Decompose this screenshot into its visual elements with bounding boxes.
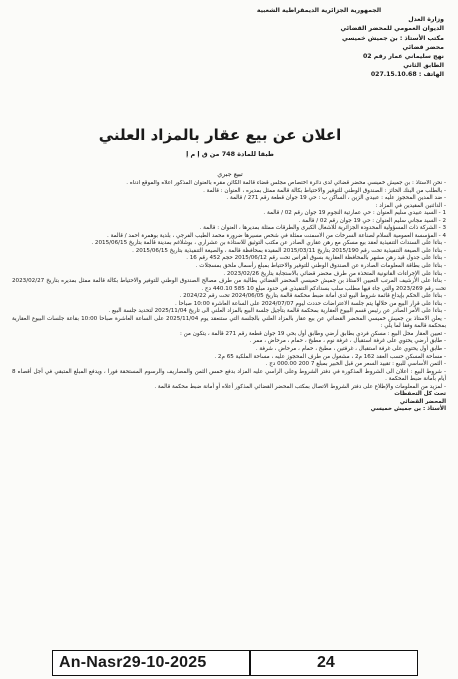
body-paragraph: - بناءا على الحكم بإيداع قائمة شروط البيع لدى أمانة ضبط محكمة قالمة بتاريخ 2024/06/05 تحت رقم 2024/22 .	[179, 293, 446, 300]
signature-line: المحضر القضائي	[399, 398, 446, 405]
body-paragraph: - شروط البيع : اعلان الى الشروط المذكورة في دفتر الشروط وعلى الراسي عليه المزاد بدفع خمس الثمن والمصاريف والرسوم المستحقة فورا ، ويدفع المبلغ المتبقي في أجل أقصاه 8 أيام بأمانة ضبط المحكمة .	[12, 368, 446, 383]
body-paragraph: - بناءا على قرار البيع من خلالها يتم جلسة الاعتراضات حددت ليوم 2024/07/07 على الساعة العاشرة 10:00 صباحا .	[175, 300, 446, 307]
body-paragraph: - ضد المدين المحجوز عليه : عبيدي الزين ، الساكن ب : حي 19 جوان قطعة رقم 271 / قالمة .	[226, 195, 446, 202]
body-paragraph: - بناءا على الأرشيف المرتب التعيين الاستاذ بن جميش خميسي المحضر القضائي بطالبة من طرف مصالح الصندوق الوطني للتوفير والاحتياط بكالة قالمة ممثل بمديره بتاريخ 2023/02/27 تحت رقم 2023/269 والتي جاء فيها مطلب سلب بسدادكم التنفيذي في حدود مبلغ 10 585 440.10 دج .	[12, 278, 446, 292]
header-line: الهاتف : 027.15.10.68	[370, 71, 444, 79]
body-paragraph: 3 - الشركة ذات المسؤولية المحدودة الجزائرية للاشغال الكبرى والطرقات ممثلة بمديرها ، العنوان : قالمة .	[199, 225, 446, 232]
header-line: الجمهورية الجزائرية الديمقراطية الشعبية	[256, 7, 382, 14]
header-line: مكتب الأستاذ : بن جميش خميسي	[341, 34, 444, 42]
body-paragraph: - بناءا على بطاقة المعلومات الصادرة عن الصندوق الوطني للتوفير والاحتياط بمبلغ رأسمال ملحق بمسجلات .	[195, 263, 446, 270]
header-line: وزارة العدل	[408, 16, 444, 24]
body-paragraph: - تعيين العقار محل البيع : مسكن فردي بطابق أرضي وطابق أول بحي 19 جوان قطعة رقم 271 قالمة ، يتكون من :	[180, 330, 446, 337]
page-footer	[52, 650, 418, 676]
body-paragraph: - بناءا على جدول قيد رهن مشهر بالمحافظة العقارية بسوق أهراس تحت رقم 2015/06/12 حجم 452 رقم 16 .	[186, 255, 446, 262]
body-paragraph: - طابق أول يحتوي على غرفة استقبال ، غرفتين ، مطبخ ، حمام ، مرحاض ، شرفة .	[255, 346, 446, 353]
body-paragraph: - بناءا على الصيغة التنفيذية تحت رقم 2015/190 بتاريخ 2015/03/11 المقيدة بمحافظة قالمة ، والصيغة التنفيذية بتاريخ 2015/06/15 .	[132, 247, 446, 254]
signature-line: تحت كل التحفظات	[394, 391, 446, 398]
bailiff-header	[194, 6, 444, 80]
body-paragraph: - الثمن الأساسي للبيع : تقييد السعر من قبل الخبير بمبلغ 7 200 000.00 دج .	[265, 361, 446, 368]
body-paragraph: - الدائنين المقيدين في المزاد :	[375, 202, 446, 209]
announcement-title: اعلان عن بيع عقار بالمزاد العلني	[98, 126, 342, 144]
announcement-subtitle: طبقا للمادة 748 من ق إ م إ	[186, 150, 274, 158]
newspaper-date-label: An-Nasr29-10-2025	[59, 654, 207, 671]
body-paragraph: 4 - المؤسسة العمومية السلام لصناعة السرخات من الاسمنت ممثلة في شخص مسيرها ضرورة محمد الطيب الفرجي ، بلدية بوهمرة احمد / قالمة .	[107, 232, 446, 239]
body-paragraph: - يعلن الاستاذ بن جميش خميسي المحضر القضائي عن بيع عقار بالمزاد العلني بالجلسة التي ستنعقد يوم 2025/11/04 على الساعة العاشرة صباحا 10:00 بقاعة جلسات البيوع العقارية بمحكمة قالمة وفقا لما يلي :	[12, 315, 446, 330]
sale-type: تبيع جبري	[217, 170, 243, 178]
header-line: الطابق الثاني	[403, 62, 444, 70]
body-paragraph: - بناءا على الإجراءات القانونية المتخذة من طرف محضر قضائي بالاستجابة بتاريخ 2023/02/26 .	[223, 270, 446, 277]
body-paragraph: - نحن الأستاذ : بن جميش خميسي محضر قضائي لدى دائرة اختصاص مجلس قضاء قالمة الكائن مقره بالعنوان المذكور أعلاه والموقع أدناه .	[126, 180, 446, 186]
body-paragraph: - مساحة المسكن حسب العقد 162 م2 ، مشغول من طرف المحجوز عليه ، مساحة الملكية 65 م2 .	[214, 353, 446, 360]
body-paragraph: - بناءا على الأمر الصادر عن رئيس قسم البيوع العقارية بمحكمة قالمة بتأجيل جلسة البيع بالمزاد العلني الى تاريخ 2025/11/04 لتحديد جلسة البيع .	[108, 308, 446, 315]
body-paragraph: - بالطلب من البنك الحائز : الصندوق الوطني للتوفير والاحتياط بكالة قالمة ممثل بمديره ، العنوان : قالمة .	[203, 187, 446, 194]
body-paragraph: - لمزيد من المعلومات والإطلاع على دفتر الشروط الاتصال بمكتب المحضر القضائي المذكور أعلاه أو أمانة ضبط محكمة قالمة .	[154, 383, 446, 390]
header-line: الديوان العمومي للمحضر القضائي	[340, 25, 444, 33]
footer-divider	[249, 651, 251, 675]
body-paragraph: 2 - السيد مجاني سليم العنوان : حي 19 جوان رقم 02 / قالمة .	[298, 217, 446, 224]
signature-line: الأستاذ : بن جميش خميسي	[370, 406, 446, 413]
body-paragraph: 1 - السيد عبيدي سليم العنوان : حي عمارتية النجوم 19 جوان رقم 02 / قالمة .	[263, 210, 446, 217]
page-number: 24	[317, 654, 335, 671]
announcement-body	[12, 180, 446, 646]
body-paragraph: - بناءا على السندات التنفيذية لعقد بيع مسكن مع رهن عقاري الصادر عن مكتب التوثيق للاستاذة بن عشراري ، بوشلاغم بمدينة قالمة بتاريخ 2015/06/15 .	[91, 240, 446, 247]
header-line: محضر قضائي	[402, 43, 444, 51]
body-paragraph: - طابق أرضي يحتوي على غرفة استقبال ، غرفة نوم ، مطبخ ، حمام ، مرحاض ، ممر .	[249, 338, 446, 345]
header-line: نهج سليماني عمار رقم 02	[362, 53, 444, 61]
